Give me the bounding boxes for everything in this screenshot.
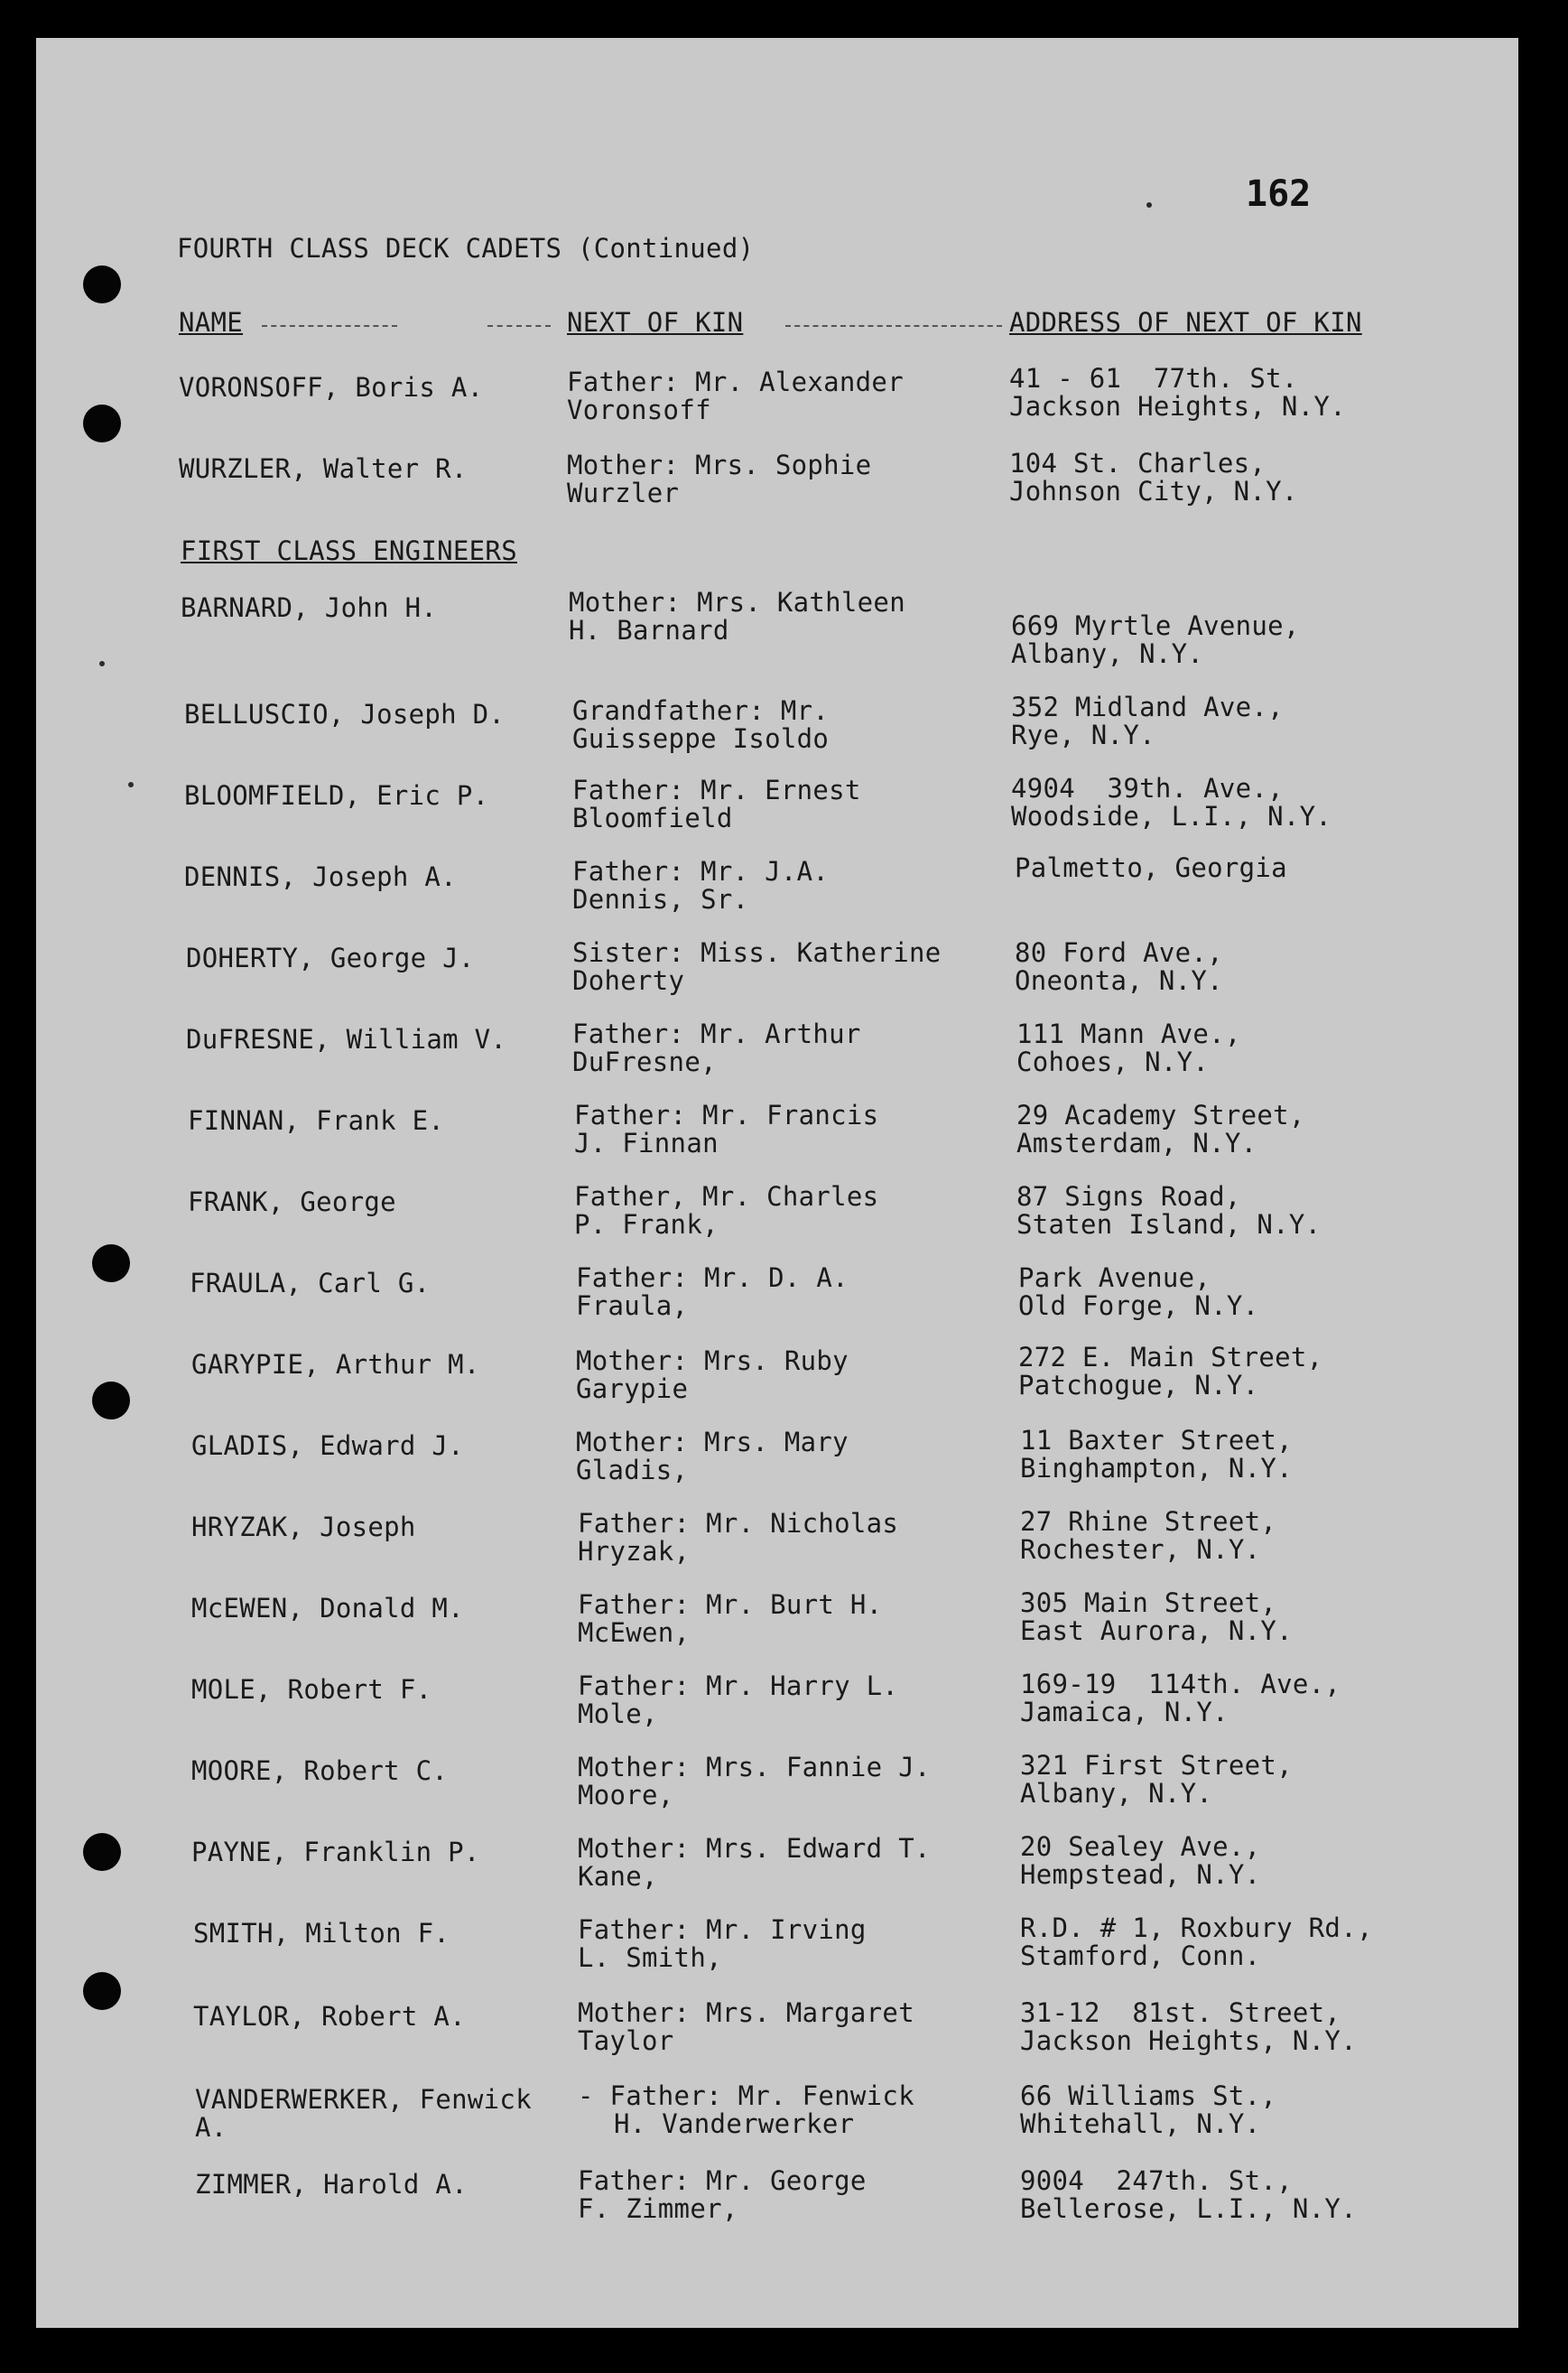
entry-kin-line1: Mother: Mrs. Ruby: [576, 1345, 849, 1376]
entry-address-line2: Binghampton, N.Y.: [1020, 1453, 1293, 1484]
entry-address-line2: Bellerose, L.I., N.Y.: [1020, 2193, 1357, 2224]
entry-kin-line1: Sister: Miss. Katherine: [572, 937, 942, 968]
entry-kin-line2: Fraula,: [576, 1290, 689, 1321]
entry-kin-line1: Grandfather: Mr.: [572, 695, 830, 726]
punch-hole: [83, 265, 121, 303]
entry-kin-line1: Mother: Mrs. Margaret: [578, 1997, 914, 2028]
entry-address-line2: Woodside, L.I., N.Y.: [1011, 801, 1332, 832]
entry-name: TAYLOR, Robert A.: [193, 2001, 466, 2032]
entry-address-line2: Whitehall, N.Y.: [1020, 2108, 1261, 2139]
engineers-heading: FIRST CLASS ENGINEERS: [181, 535, 517, 566]
entry-name: GLADIS, Edward J.: [191, 1430, 464, 1461]
entry-kin-line1: Father, Mr. Charles: [574, 1181, 879, 1212]
entry-address-line1: 20 Sealey Ave.,: [1020, 1831, 1261, 1862]
entry-kin-line2: H. Barnard: [569, 615, 729, 646]
entry-kin-line1: Father: Mr. J.A.: [572, 856, 830, 887]
entry-kin-line1: Father: Mr. D. A.: [576, 1262, 849, 1293]
entry-name: HRYZAK, Joseph: [191, 1512, 416, 1542]
entry-kin-line2: Bloomfield: [572, 803, 733, 833]
entry-name: BLOOMFIELD, Eric P.: [184, 780, 489, 811]
entry-name-line2: A.: [195, 2112, 227, 2143]
entry-address-line2: Jackson Heights, N.Y.: [1009, 391, 1346, 422]
entry-address-line2: Albany, N.Y.: [1020, 1778, 1213, 1809]
entry-kin-line2: Hryzak,: [578, 1536, 691, 1567]
entry-address-line1: 321 First Street,: [1020, 1750, 1293, 1781]
entry-kin-line1: Mother: Mrs. Fannie J.: [578, 1752, 931, 1782]
entry-address-line2: Amsterdam, N.Y.: [1016, 1128, 1257, 1159]
entry-name: MOORE, Robert C.: [191, 1755, 449, 1786]
entry-kin-line2: McEwen,: [578, 1617, 691, 1648]
entry-kin-line1: Father: Mr. Arthur: [572, 1019, 861, 1049]
entry-kin-line1: Mother: Mrs. Mary: [576, 1427, 849, 1457]
page-number: 162: [1246, 173, 1312, 215]
column-header-next-of-kin: NEXT OF KIN: [567, 307, 744, 338]
entry-kin-line1: Father: Mr. Irving: [578, 1914, 867, 1945]
entry-kin-line1: Mother: Mrs. Sophie: [567, 450, 872, 480]
entry-address-line1: 352 Midland Ave.,: [1011, 692, 1284, 722]
entry-kin-line2: Kane,: [578, 1861, 658, 1892]
entry-name: BARNARD, John H.: [181, 592, 438, 623]
entry-address-line1: 272 E. Main Street,: [1018, 1342, 1323, 1373]
entry-kin-line1: Father: Mr. Alexander: [567, 367, 904, 397]
entry-address-line1: 305 Main Street,: [1020, 1587, 1277, 1618]
entry-address-line2: Johnson City, N.Y.: [1009, 476, 1298, 507]
entry-kin-line2: Dennis, Sr.: [572, 884, 749, 915]
entry-kin-line1: Mother: Mrs. Edward T.: [578, 1833, 931, 1864]
header-leader-dots: [487, 325, 551, 327]
entry-address-line2: Oneonta, N.Y.: [1015, 965, 1223, 996]
entry-name: BELLUSCIO, Joseph D.: [184, 699, 506, 730]
entry-address-line1: Park Avenue,: [1018, 1262, 1211, 1293]
document-page: [36, 38, 1518, 2328]
entry-address-line2: Cohoes, N.Y.: [1016, 1047, 1210, 1077]
punch-hole: [83, 405, 121, 442]
punch-hole: [92, 1382, 130, 1419]
entry-address-line1: 41 - 61 77th. St.: [1009, 363, 1298, 394]
entry-address-line1: 169-19 114th. Ave.,: [1020, 1669, 1341, 1699]
paper-speck: [1146, 202, 1152, 208]
entry-kin-line2: Gladis,: [576, 1455, 689, 1485]
entry-kin-line2: Mole,: [578, 1698, 658, 1729]
paper-speck: [99, 661, 105, 666]
entry-name: GARYPIE, Arthur M.: [191, 1349, 480, 1380]
entry-name: FRAULA, Carl G.: [190, 1268, 431, 1298]
entry-address-line2: Jackson Heights, N.Y.: [1020, 2025, 1357, 2056]
column-header-name: NAME: [179, 307, 244, 338]
entry-name: SMITH, Milton F.: [193, 1918, 450, 1949]
punch-hole: [83, 1972, 121, 2010]
section-title: FOURTH CLASS DECK CADETS (Continued): [177, 233, 755, 264]
entry-kin-line2: Wurzler: [567, 478, 680, 508]
entry-kin-line2: Guisseppe Isoldo: [572, 723, 830, 754]
entry-kin-line2: DuFresne,: [572, 1047, 717, 1077]
entry-name: DENNIS, Joseph A.: [184, 861, 457, 892]
entry-name: FRANK, George: [188, 1186, 396, 1217]
entry-address-line1: 29 Academy Street,: [1016, 1100, 1305, 1131]
entry-address-line1: 104 St. Charles,: [1009, 448, 1266, 479]
entry-address-line2: Patchogue, N.Y.: [1018, 1370, 1259, 1401]
entry-kin-line2: Doherty: [572, 965, 685, 996]
entry-name: ZIMMER, Harold A.: [195, 2169, 468, 2200]
column-header-address: ADDRESS OF NEXT OF KIN: [1009, 307, 1362, 338]
entry-kin-line2: F. Zimmer,: [578, 2193, 738, 2224]
entry-kin-line2: Voronsoff: [567, 395, 711, 425]
punch-hole: [92, 1244, 130, 1282]
entry-kin-line1: Father: Mr. George: [578, 2165, 867, 2196]
entry-name: VANDERWERKER, Fenwick: [195, 2084, 532, 2115]
entry-address-line1: 27 Rhine Street,: [1020, 1506, 1277, 1537]
entry-kin-line1: Father: Mr. Ernest: [572, 775, 861, 805]
entry-address-line1: 669 Myrtle Avenue,: [1011, 610, 1300, 641]
entry-kin-line2: H. Vanderwerker: [614, 2108, 855, 2139]
entry-address-line2: Rochester, N.Y.: [1020, 1534, 1261, 1565]
entry-address-line1: 9004 247th. St.,: [1020, 2165, 1293, 2196]
entry-name: MOLE, Robert F.: [191, 1674, 432, 1705]
entry-kin-line2: Garypie: [576, 1373, 689, 1404]
entry-name: FINNAN, Frank E.: [188, 1105, 445, 1136]
entry-address-line1: 66 Williams St.,: [1020, 2080, 1277, 2111]
entry-name: DuFRESNE, William V.: [186, 1024, 507, 1055]
entry-kin-line1: Father: Mr. Nicholas: [578, 1508, 899, 1539]
entry-kin-line1: - Father: Mr. Fenwick: [578, 2080, 914, 2111]
entry-kin-line2: J. Finnan: [574, 1128, 719, 1159]
entry-kin-line1: Father: Mr. Burt H.: [578, 1589, 883, 1620]
entry-address-line1: Palmetto, Georgia: [1015, 852, 1287, 883]
entry-address-line2: Rye, N.Y.: [1011, 720, 1155, 750]
entry-address-line1: 80 Ford Ave.,: [1015, 937, 1223, 968]
header-leader-dots: [785, 325, 1002, 327]
entry-name: WURZLER, Walter R.: [179, 453, 468, 484]
entry-name: McEWEN, Donald M.: [191, 1593, 464, 1624]
entry-name: VORONSOFF, Boris A.: [179, 372, 484, 403]
punch-hole: [83, 1833, 121, 1871]
entry-address-line1: 111 Mann Ave.,: [1016, 1019, 1241, 1049]
entry-address-line2: Old Forge, N.Y.: [1018, 1290, 1259, 1321]
paper-speck: [128, 782, 134, 787]
entry-kin-line2: Taylor: [578, 2025, 674, 2056]
entry-address-line1: 31-12 81st. Street,: [1020, 1997, 1341, 2028]
entry-kin-line2: P. Frank,: [574, 1209, 719, 1240]
entry-address-line1: 11 Baxter Street,: [1020, 1425, 1293, 1456]
entry-name: DOHERTY, George J.: [186, 943, 475, 973]
entry-address-line2: Hempstead, N.Y.: [1020, 1859, 1261, 1890]
entry-kin-line2: Moore,: [578, 1780, 674, 1810]
entry-kin-line2: L. Smith,: [578, 1942, 722, 1973]
entry-kin-line1: Father: Mr. Harry L.: [578, 1670, 899, 1701]
entry-address-line2: East Aurora, N.Y.: [1020, 1615, 1293, 1646]
entry-address-line2: Albany, N.Y.: [1011, 638, 1204, 669]
entry-kin-line1: Father: Mr. Francis: [574, 1100, 879, 1131]
entry-address-line2: Staten Island, N.Y.: [1016, 1209, 1322, 1240]
entry-name: PAYNE, Franklin P.: [191, 1837, 480, 1867]
entry-address-line1: 4904 39th. Ave.,: [1011, 773, 1284, 804]
entry-address-line1: R.D. # 1, Roxbury Rd.,: [1020, 1912, 1373, 1943]
entry-kin-line1: Mother: Mrs. Kathleen: [569, 587, 905, 618]
entry-address-line2: Jamaica, N.Y.: [1020, 1697, 1229, 1727]
entry-address-line1: 87 Signs Road,: [1016, 1181, 1241, 1212]
entry-address-line2: Stamford, Conn.: [1020, 1940, 1261, 1971]
header-leader-dots: [262, 325, 397, 327]
